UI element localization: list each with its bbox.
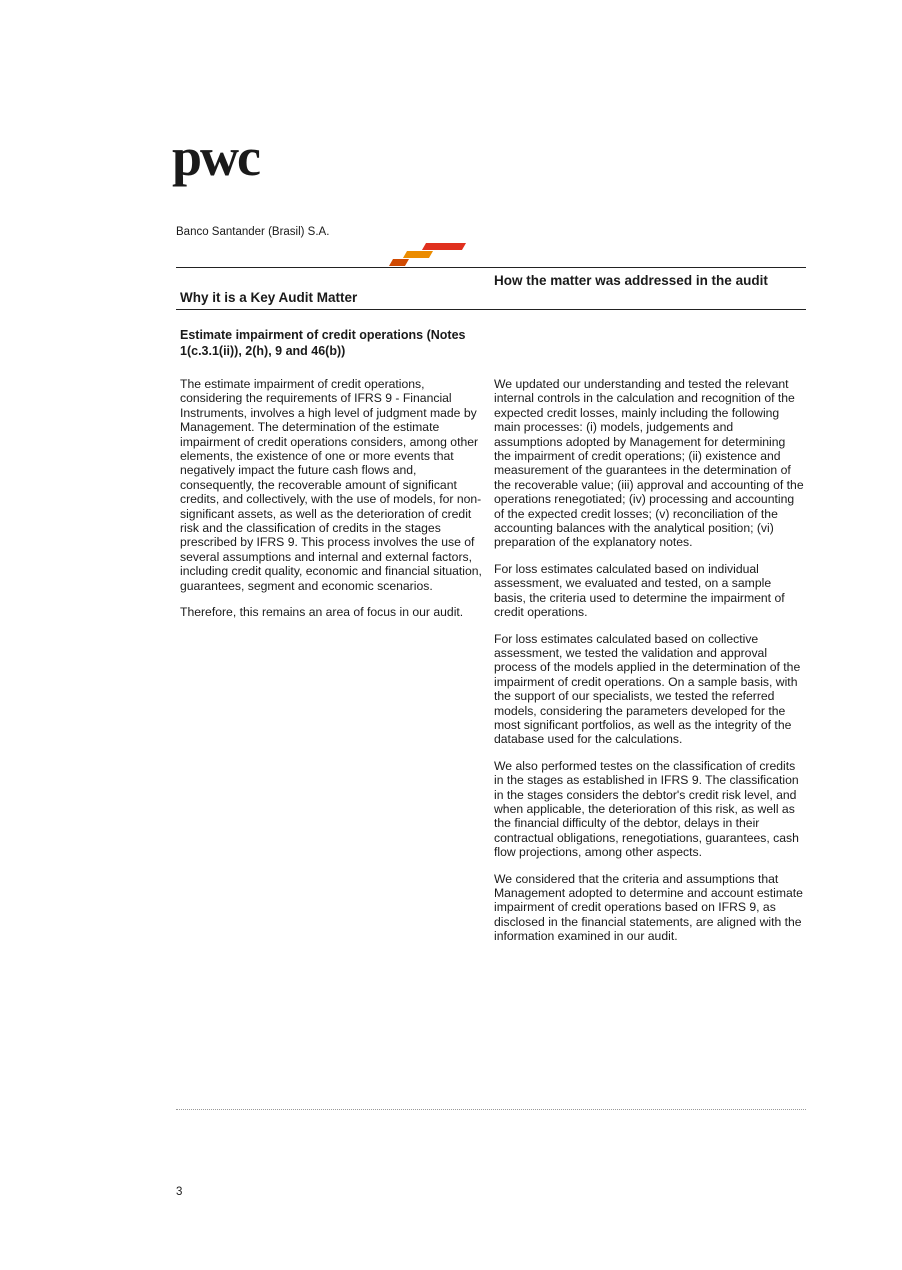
why-paragraph: Therefore, this remains an area of focus in our audit. [180,605,464,620]
how-column [494,377,804,956]
how-paragraph: For loss estimates calculated based on collective assessment, we tested the validation and approval process of the models applied in the determination of the impairment of credit operations. On a sample basis, with the support of our specialists, we tested the referred models, considering the parameters developed for the most significant portfolios, as well as the integrity of the database used for the calculations. [494,631,801,747]
how-paragraph: We also performed testes on the classification of credits in the stages as established in IFRS 9. The classification in the stages considers the debtor's credit risk level, and when applicable, the deterioration of this risk, as well as the financial difficulty of the debtor, delays in their contractual obligations, renegotiations, guarantees, cash flow projections, among other aspects. [494,758,799,860]
how-paragraph: For loss estimates calculated based on individual assessment, we evaluated and tested, on a sample basis, the criteria used to determine the impairment of credit operations. [494,561,785,620]
matter-title: Estimate impairment of credit operations (Notes 1(c.3.1(ii)), 2(h), 9 and 46(b)) [180,328,466,358]
table-bottom-rule [176,1109,806,1110]
how-paragraph: We considered that the criteria and assumptions that Management adopted to determine and account estimate impairment of credit operations based on IFRS 9, as disclosed in the financial statements, are aligned with the information examined in our audit. [494,871,803,944]
logo-text: pwc [172,127,259,187]
logo-bar-red [422,243,466,250]
header-rule [176,309,806,310]
column-header-why: Why it is a Key Audit Matter [180,290,358,305]
page-number: 3 [176,1186,183,1198]
logo-bar-dark-orange [389,259,409,266]
table-top-rule [176,267,806,268]
pwc-logo [170,120,310,190]
how-paragraph: We updated our understanding and tested the relevant internal controls in the calculation and recognition of the expected credit losses, mainly including the following main processes: (i) models, judgements and assumptions adopted by Management for determining the impairment of credit operations; (ii) existence and measurement of the guarantees in the determination of the recoverable value; (iii) approval and accounting of the operations renegotiated; (iv) processing and accounting of the expected credit losses; (v) reconciliation of the accounting balances with the analytical position; (vi) preparation of the explanatory notes. [494,377,804,550]
column-header-how: How the matter was addressed in the audit [494,273,768,288]
logo-bar-orange [403,251,433,258]
entity-name: Banco Santander (Brasil) S.A. [176,226,330,238]
why-column [180,377,486,632]
why-paragraph: The estimate impairment of credit operations, considering the requirements of IFRS 9 - Financial Instruments, involves a high level of judgment made by Management. The determination of the estimate impairment of credit operations considers, among other elements, the existence of one or more events that negatively impact the future cash flows and, consequently, the recoverable amount of significant credits, and collectively, with the use of models, for non-significant assets, as well as the deterioration of credit risk and the classification of credits in the stages prescribed by IFRS 9. This process involves the use of several assumptions and internal and external factors, including credit quality, economic and financial situation, guarantees, segment and economic scenarios. [180,377,482,593]
